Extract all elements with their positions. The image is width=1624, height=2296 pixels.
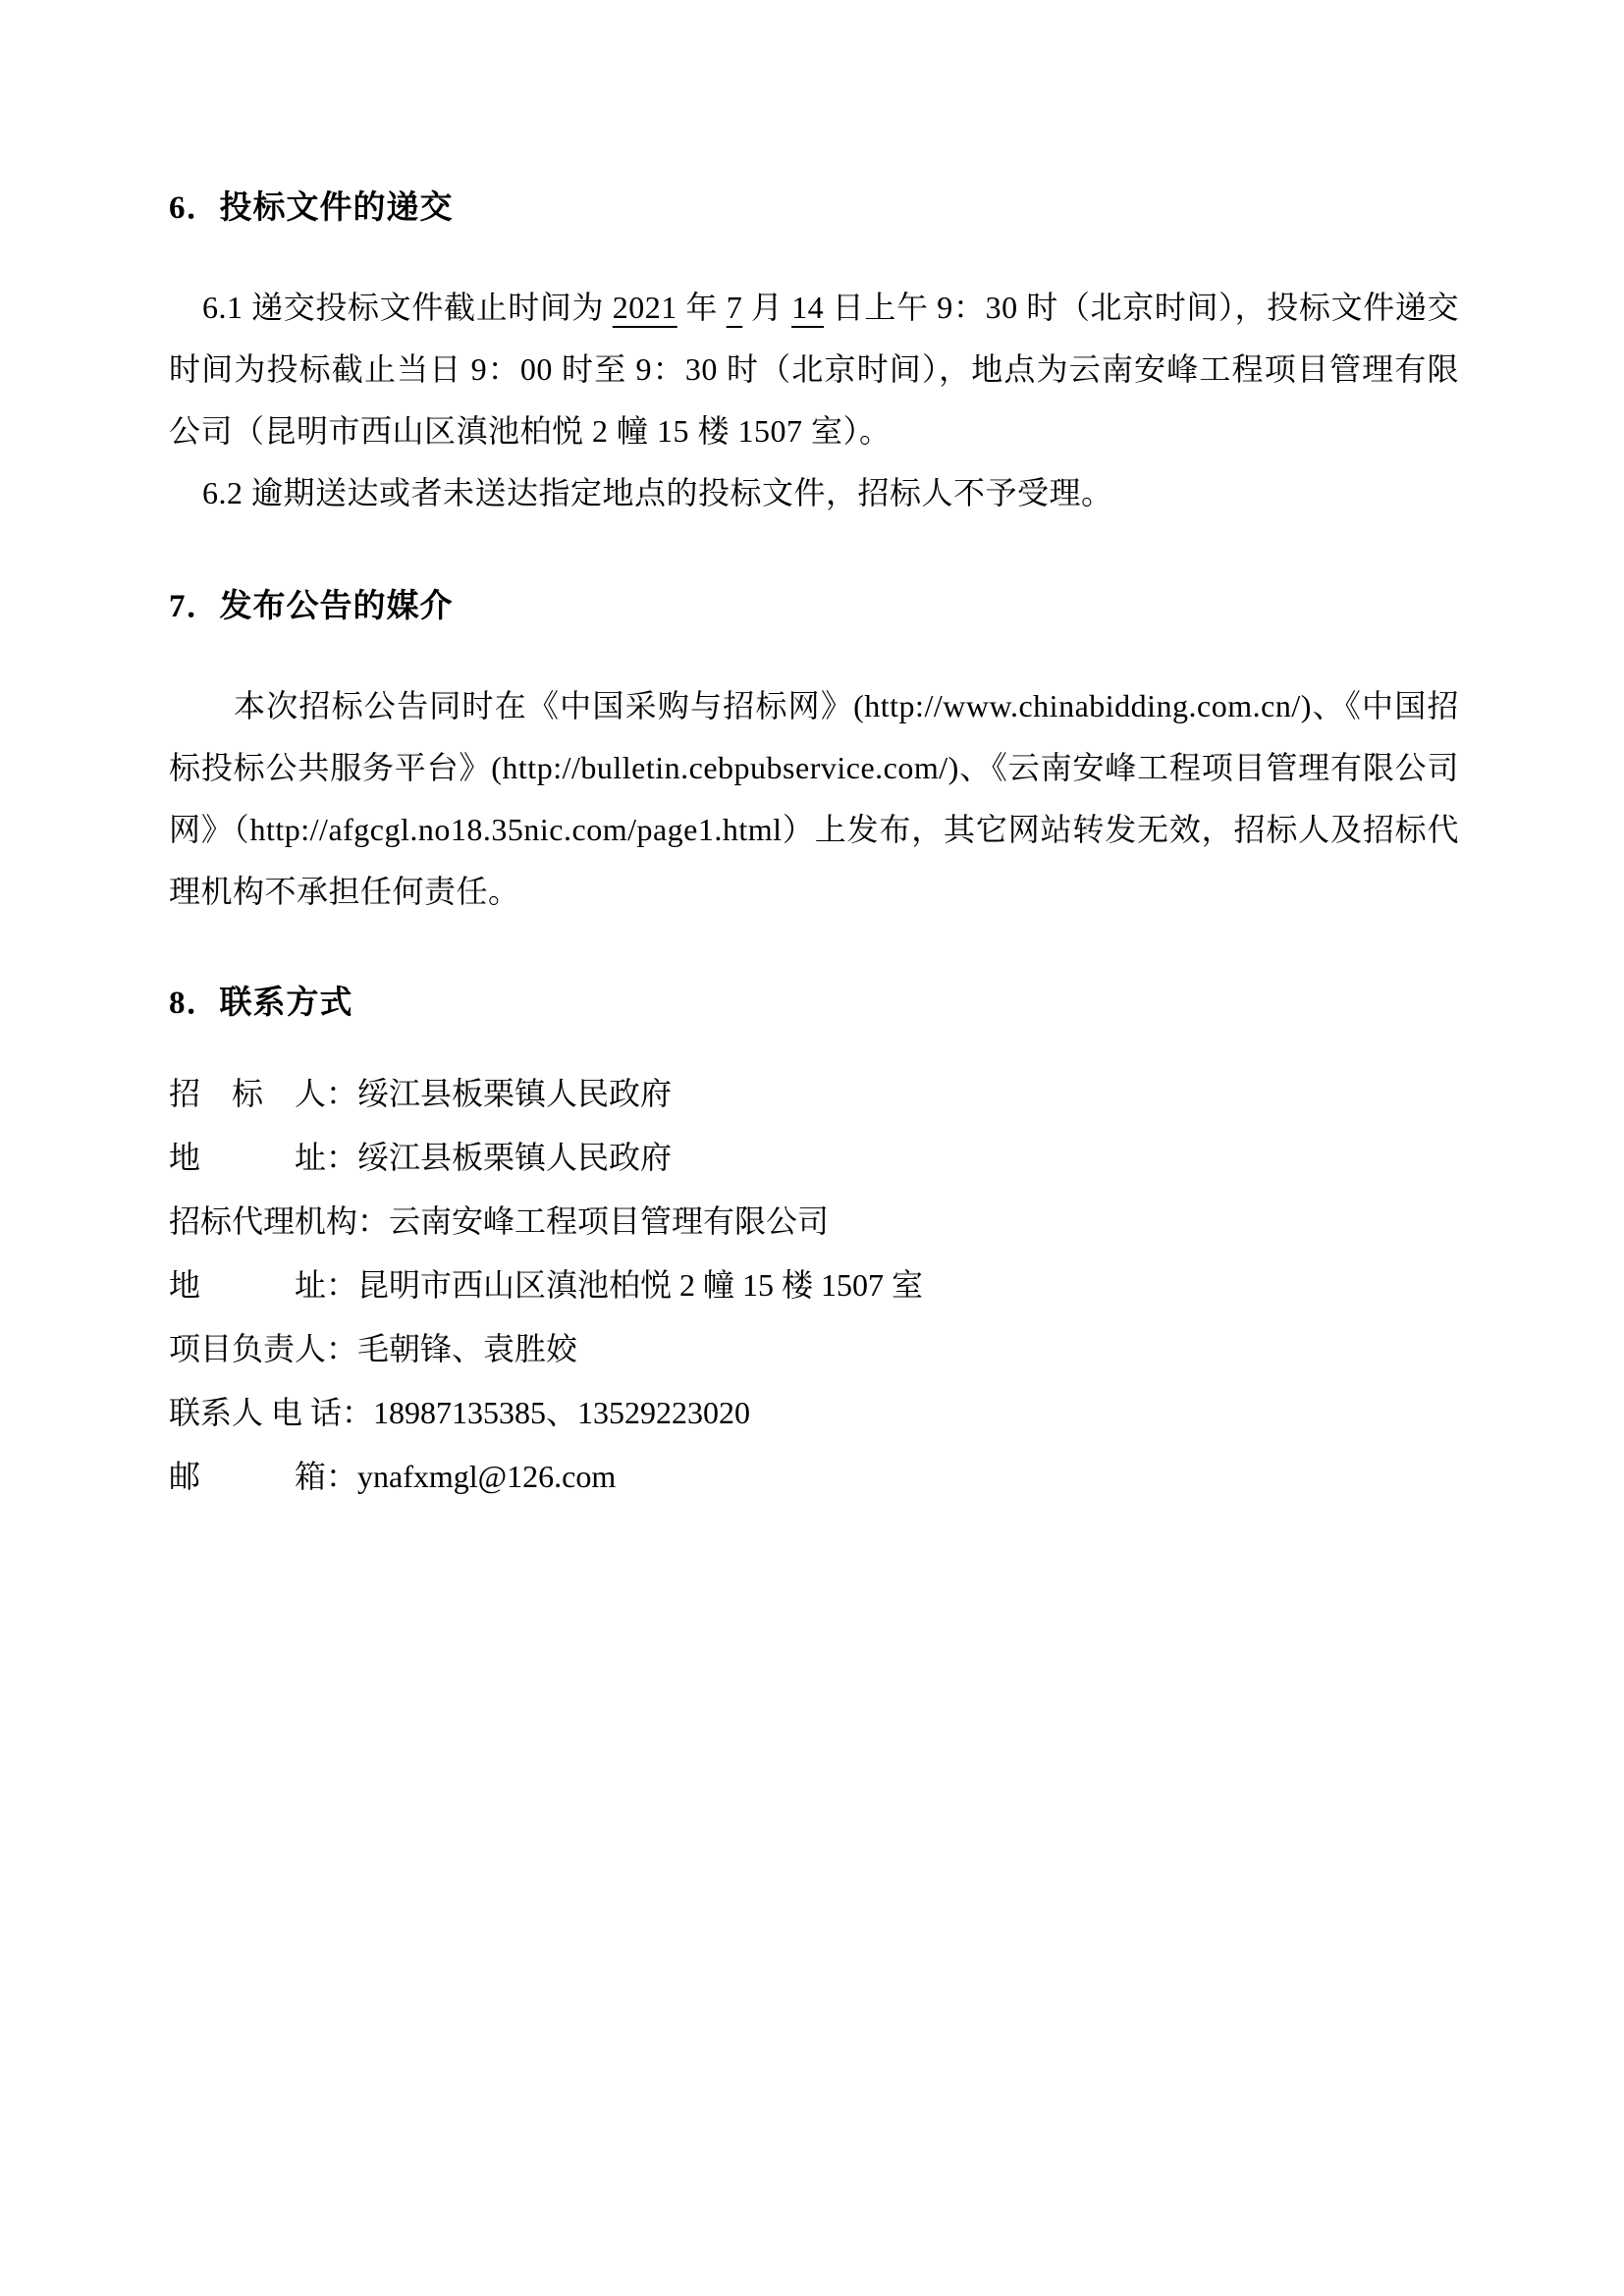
contact-value: 云南安峰工程项目管理有限公司 bbox=[389, 1203, 830, 1239]
para-6-1-text: 6.1 递交投标文件截止时间为 bbox=[202, 290, 613, 325]
contact-value: ynafxmgl@126.com bbox=[357, 1459, 617, 1494]
contact-label: 地 址： bbox=[169, 1267, 358, 1303]
contact-row-email bbox=[169, 1445, 1459, 1509]
deadline-month-underlined: 7 bbox=[726, 290, 743, 325]
contact-row-tenderer bbox=[169, 1062, 1459, 1126]
contact-row-tenderer-address bbox=[169, 1126, 1459, 1190]
section-6-heading: 6．投标文件的递交 bbox=[169, 190, 454, 226]
contact-label: 招 标 人： bbox=[169, 1076, 358, 1111]
section-8-heading: 8．联系方式 bbox=[169, 986, 353, 1021]
contact-label: 项目负责人： bbox=[169, 1331, 358, 1366]
contact-label: 招标代理机构： bbox=[169, 1203, 390, 1239]
contact-list bbox=[169, 1062, 1459, 1509]
contact-row-phone bbox=[169, 1381, 1459, 1445]
deadline-day-underlined: 14 bbox=[791, 290, 825, 325]
contact-row-agency-address bbox=[169, 1254, 1459, 1317]
contact-row-agency bbox=[169, 1190, 1459, 1254]
contact-value: 绥江县板栗镇人民政府 bbox=[357, 1140, 673, 1175]
para-6-2: 6.2 逾期送达或者未送达指定地点的投标文件，招标人不予受理。 bbox=[202, 475, 1113, 510]
contact-label: 地 址： bbox=[169, 1140, 358, 1175]
contact-value: 昆明市西山区滇池柏悦 2 幢 15 楼 1507 室 bbox=[357, 1267, 924, 1303]
contact-label: 邮 箱： bbox=[169, 1459, 358, 1494]
para-6-1 bbox=[169, 277, 1459, 462]
contact-row-project-leads bbox=[169, 1317, 1459, 1381]
contact-value: 毛朝锋、袁胜姣 bbox=[357, 1331, 578, 1366]
contact-value: 绥江县板栗镇人民政府 bbox=[357, 1076, 673, 1111]
para-6-1-rest: 日上午 9：30 时（北京时间），投标文件递交时间为投标截止当日 9：00 时至 9：30 时（北京时间），地点为云南安峰工程项目管理有限公司（昆明市西山区滇池柏悦 2 幢 15 楼 1507 室）。 bbox=[169, 290, 1459, 449]
para-7-media: 本次招标公告同时在《中国采购与招标网》(http://www.chinabidding.com.cn/)、《中国招标投标公共服务平台》(http://bulletin.cebpubservice.com/)、《云南安峰工程项目管理有限公司网》（http://afgcgl.no18.35nic.com/page1.html）上发布，其它网站转发无效，招标人及招标代理机构不承担任何责任。 bbox=[169, 688, 1459, 909]
para-6-1-sep1: 年 bbox=[677, 290, 727, 325]
deadline-year-underlined: 2021 bbox=[612, 290, 677, 325]
para-6-1-sep2: 月 bbox=[742, 290, 792, 325]
section-7-heading: 7．发布公告的媒介 bbox=[169, 589, 454, 624]
contact-label: 联系人 电 话： bbox=[169, 1395, 374, 1430]
contact-value: 18987135385、13529223020 bbox=[373, 1395, 751, 1430]
